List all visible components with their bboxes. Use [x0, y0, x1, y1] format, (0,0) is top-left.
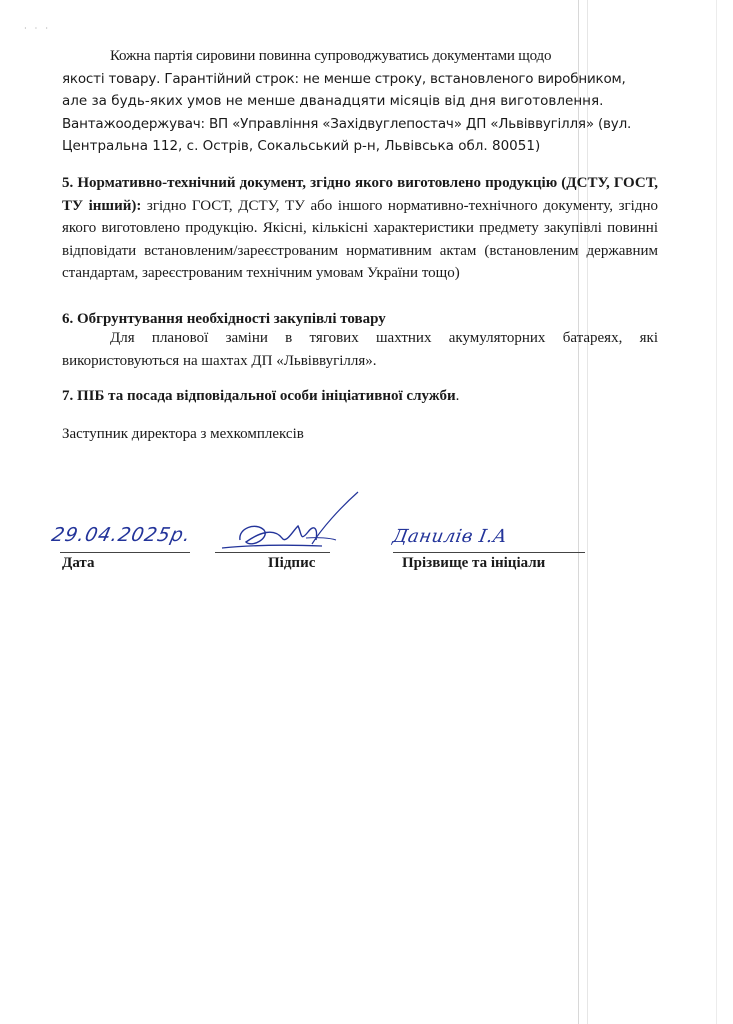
handwritten-signature-icon: [212, 488, 362, 560]
consignee-address-line: Центральна 112, с. Острів, Сокальський р-н, Львівська обл. 80051): [62, 138, 541, 154]
signature-underline: [215, 552, 330, 553]
quality-paragraph: [62, 45, 658, 158]
scan-corner-specks: · · ·: [24, 24, 51, 33]
label-signature: Підпис: [268, 555, 316, 571]
section-7-heading-line: [62, 385, 658, 408]
section-5: [62, 172, 658, 285]
name-underline: [393, 552, 585, 553]
consignee-line: Вантажоодержувач: ВП «Управління «Західвуглепостач» ДП «Львіввугілля» (вул.: [62, 115, 632, 132]
handwritten-date: 29.04.2025р.: [49, 524, 194, 546]
quality-line: але за будь-яких умов не менше дванадцяти місяців від дня виготовлення.: [62, 93, 604, 109]
quality-line: якості товару. Гарантійний строк: не менше строку, встановленого виробником,: [62, 70, 626, 87]
label-name-initials: Прізвище та ініціали: [402, 555, 546, 571]
handwritten-surname: Данилів І.А: [391, 526, 510, 547]
section-7-heading-period: .: [455, 388, 460, 404]
section-5-heading: 5. Нормативно-технічний документ, згідно якого виготовлено продукцію (ДСТУ, ГОСТ, ТУ інший):: [62, 175, 658, 214]
quality-line: Кожна партія сировини повинна супроводжуватись документами щодо: [110, 48, 552, 64]
section-5-body: згідно ГОСТ, ДСТУ, ТУ або іншого нормативно-технічного документу, згідно якого виготовлено продукцію. Якісні, кількісні характеристики предмету закупівлі повинні відповідати встановленим/зареєстрованим нормативним актам (встановленим державним стандартам, зареєстрованим технічним умовам України тощо): [62, 197, 658, 281]
date-underline: [60, 552, 190, 553]
section-7-heading: 7. ПІБ та посада відповідальної особи ініціативної служби: [62, 388, 456, 404]
signature-block: [0, 488, 733, 578]
section-6-heading: 6. Обгрунтування необхідності закупівлі товару: [62, 311, 386, 327]
label-date: Дата: [62, 555, 95, 571]
responsible-position: Заступник директора з мехкомплексів: [62, 426, 304, 442]
section-6-body: Для планової заміни в тягових шахтних акумуляторних батареях, які використовуються на шахтах ДП «Львіввугілля».: [62, 330, 658, 369]
